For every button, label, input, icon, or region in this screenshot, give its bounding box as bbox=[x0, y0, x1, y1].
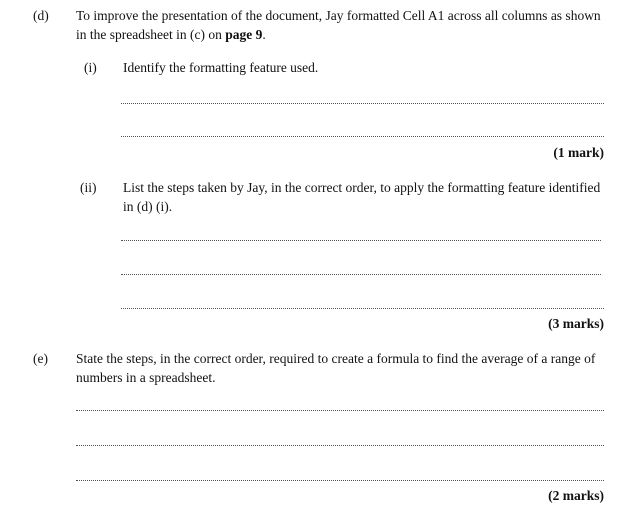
marks-e: (2 marks) bbox=[548, 488, 604, 503]
question-d-ii-text: List the steps taken by Jay, in the correct order, to apply the formatting feature identified in (d) (i). bbox=[123, 180, 601, 214]
marks-d-ii: (3 marks) bbox=[548, 316, 604, 331]
answer-line-e-3[interactable] bbox=[76, 480, 604, 481]
answer-line-d-ii-2[interactable] bbox=[121, 274, 601, 275]
answer-line-d-ii-1[interactable] bbox=[121, 240, 601, 241]
question-e-label: (e) bbox=[33, 351, 48, 366]
question-e-text: State the steps, in the correct order, required to create a formula to find the average of a range of numbers in a spreadsheet. bbox=[76, 351, 596, 385]
answer-line-d-ii-3[interactable] bbox=[121, 308, 604, 309]
question-d-text-end: . bbox=[262, 27, 266, 42]
question-d-label: (d) bbox=[33, 8, 49, 23]
answer-line-d-i-1[interactable] bbox=[121, 103, 604, 104]
marks-d-i: (1 mark) bbox=[553, 145, 604, 160]
question-d-ii-label: (ii) bbox=[80, 180, 97, 195]
question-d-i-text: Identify the formatting feature used. bbox=[123, 60, 319, 75]
question-d-text-start: To improve the presentation of the document, Jay formatted Cell A1 across all columns as shown in the spreadsheet in (c) on bbox=[76, 8, 601, 42]
question-d-text bbox=[76, 6, 604, 44]
answer-line-e-2[interactable] bbox=[76, 445, 604, 446]
question-d-i-label: (i) bbox=[84, 60, 97, 75]
question-d-page-ref: page 9 bbox=[225, 27, 263, 42]
answer-line-e-1[interactable] bbox=[76, 410, 604, 411]
answer-line-d-i-2[interactable] bbox=[121, 136, 604, 137]
